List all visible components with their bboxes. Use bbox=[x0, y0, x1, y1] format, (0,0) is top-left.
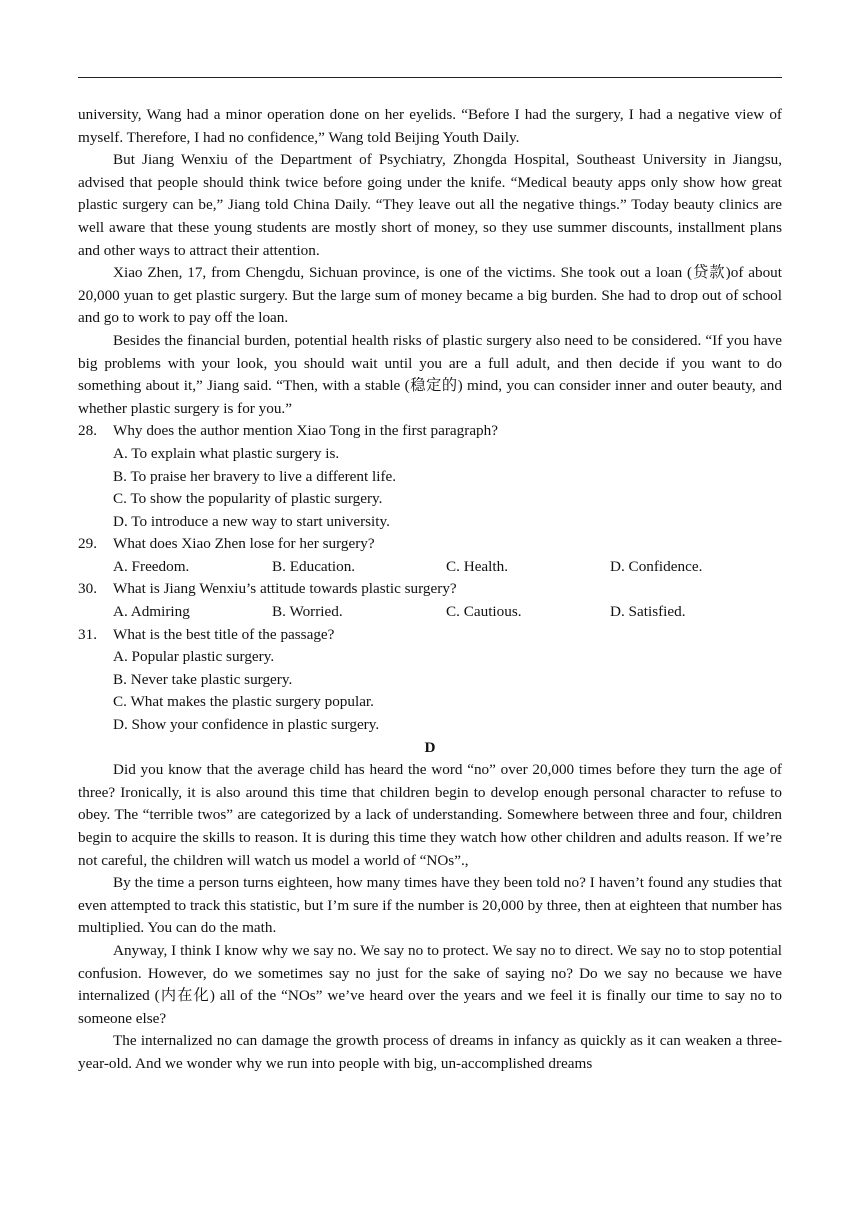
option-a: A. Freedom. bbox=[113, 557, 190, 575]
option-d: D. Show your confidence in plastic surgery. bbox=[113, 716, 380, 734]
question-number: 31. bbox=[78, 625, 97, 643]
option-a: A. Admiring bbox=[113, 603, 190, 621]
section-heading: D bbox=[424, 738, 436, 756]
header-rule bbox=[78, 77, 782, 78]
option-a: A. To explain what plastic surgery is. bbox=[113, 444, 340, 462]
option-c: C. Health. bbox=[446, 557, 509, 575]
question-text: What does Xiao Zhen lose for her surgery? bbox=[113, 535, 375, 553]
option-c: C. To show the popularity of plastic surgery. bbox=[113, 490, 383, 508]
document-body bbox=[78, 104, 782, 1076]
passage-c-paragraph-1: university, Wang had a minor operation done on her eyelids. “Before I had the surgery, I had a negative view of myself. Therefore, I had no confidence,” Wang told Beijing Youth Daily. bbox=[78, 106, 782, 146]
option-d: D. Confidence. bbox=[610, 557, 703, 575]
question-text: Why does the author mention Xiao Tong in the first paragraph? bbox=[113, 422, 498, 440]
question-text: What is Jiang Wenxiu’s attitude towards plastic surgery? bbox=[113, 580, 457, 598]
question-30 bbox=[78, 578, 782, 601]
passage-d-paragraph-3: Anyway, I think I know why we say no. We say no to protect. We say no to direct. We say no to stop potential confusion. However, do we sometimes say no just for the sake of saying no? Do we say no because we have internalized (内在化) all of the “NOs” we’ve heard over the years and we feel it is finally our time to say no to someone else? bbox=[78, 941, 782, 1027]
option-b: B. To praise her bravery to live a different life. bbox=[113, 467, 397, 485]
question-30-options bbox=[113, 601, 782, 624]
question-text: What is the best title of the passage? bbox=[113, 625, 335, 643]
passage-c-paragraph-4: Besides the financial burden, potential health risks of plastic surgery also need to be considered. “If you have big problems with your look, you should wait until you are a full adult, and then decide if you want to do something about it,” Jiang said. “Then, with a stable (稳定的) mind, you can consider inner and outer beauty, and whether plastic surgery is for you.” bbox=[78, 331, 782, 417]
passage-d-paragraph-1: Did you know that the average child has heard the word “no” over 20,000 times before they turn the age of three? Ironically, it is also around this time that children begin to develop enough personal character to refuse to obey. The “terrible twos” are categorized by a lack of understanding. Somewhere between three and four, children begin to acquire the skills to reason. It is during this time they watch how other children and adults reason. If we’re not careful, the children will watch us model a world of “NOs”., bbox=[78, 761, 782, 869]
option-a: A. Popular plastic surgery. bbox=[113, 648, 275, 666]
option-b: B. Education. bbox=[272, 557, 356, 575]
passage-c-paragraph-2: But Jiang Wenxiu of the Department of Psychiatry, Zhongda Hospital, Southeast University in Jiangsu, advised that people should think twice before going under the knife. “Medical beauty apps only show how great plastic surgery can be,” Jiang told China Daily. “They leave out all the negative things.” Today beauty clinics are well aware that these young students are mostly short of money, so they use summer discounts, installment plans and other ways to attract their attention. bbox=[78, 151, 782, 259]
option-b: B. Never take plastic surgery. bbox=[113, 670, 293, 688]
question-number: 30. bbox=[78, 580, 97, 598]
question-28 bbox=[78, 420, 782, 443]
option-d: D. Satisfied. bbox=[610, 603, 686, 621]
passage-d-paragraph-2: By the time a person turns eighteen, how many times have they been told no? I haven’t found any studies that even attempted to track this statistic, but I’m sure if the number is 20,000 by three, then at eighteen that number has multiplied. You can do the math. bbox=[78, 874, 782, 937]
option-d: D. To introduce a new way to start university. bbox=[113, 512, 390, 530]
passage-d-paragraph-4: The internalized no can damage the growth process of dreams in infancy as quickly as it can weaken a three-year-old. And we wonder why we run into people with big, un-accomplished dreams bbox=[78, 1032, 782, 1072]
option-c: C. Cautious. bbox=[446, 603, 522, 621]
question-number: 28. bbox=[78, 422, 97, 440]
passage-c-paragraph-3: Xiao Zhen, 17, from Chengdu, Sichuan province, is one of the victims. She took out a loan (贷款)of about 20,000 yuan to get plastic surgery. But the large sum of money became a big burden. She had to drop out of school and go to work to pay off the loan. bbox=[78, 264, 782, 327]
option-c: C. What makes the plastic surgery popular. bbox=[113, 693, 374, 711]
question-number: 29. bbox=[78, 535, 97, 553]
question-31 bbox=[78, 624, 782, 647]
option-b: B. Worried. bbox=[272, 603, 343, 621]
question-29 bbox=[78, 533, 782, 556]
question-29-options bbox=[113, 556, 782, 579]
